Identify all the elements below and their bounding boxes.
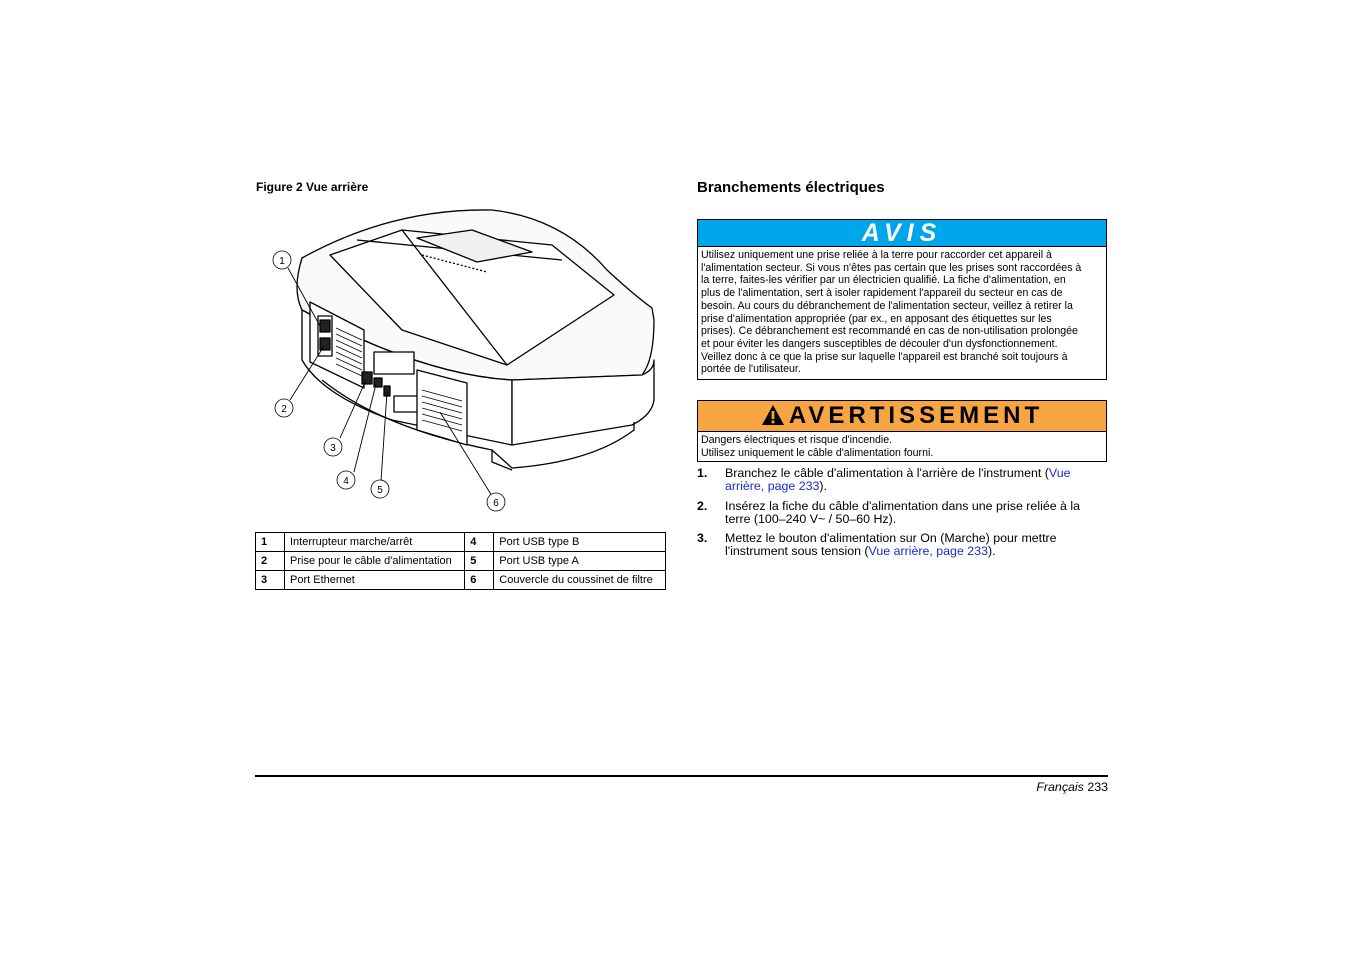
list-item [697, 500, 1107, 527]
section-title: Branchements électriques [697, 179, 885, 196]
procedure-steps [697, 467, 1107, 565]
warning-header-label: AVERTISSEMENT [788, 402, 1044, 429]
rear-view-illustration [262, 200, 662, 520]
legend-label: Port USB type B [494, 533, 666, 552]
step-text: Insérez la fiche du câble d'alimentation dans une prise reliée à la terre (100–240 V~ / 50–60 Hz). [725, 498, 1081, 526]
notice-line: portée de l'utilisateur. [701, 363, 801, 376]
callout-4 [337, 471, 355, 489]
page-number: 233 [1087, 780, 1108, 794]
warning-box [697, 400, 1107, 462]
list-item [697, 532, 1107, 559]
legend-label: Interrupteur marche/arrêt [285, 533, 465, 552]
cross-reference-link[interactable]: Vue arrière, page 233 [725, 466, 1071, 494]
ethernet-port [362, 372, 372, 384]
callout-6 [487, 493, 505, 511]
legend-number: 3 [256, 571, 285, 590]
svg-text:3: 3 [330, 443, 336, 454]
table-row [256, 552, 666, 571]
step-number: 2. [697, 498, 708, 513]
notice-header: AVIS [698, 220, 1106, 247]
figure-legend-table [255, 532, 666, 590]
notice-body [698, 247, 1106, 379]
footer-rule [255, 775, 1108, 777]
notice-box [697, 219, 1107, 380]
legend-number: 2 [256, 552, 285, 571]
svg-text:2: 2 [281, 404, 287, 415]
figure-title: Figure 2 Vue arrière [256, 180, 369, 194]
notice-line: plus de l'alimentation, sert à isoler rapidement l'appareil du secteur en cas de [701, 287, 1063, 300]
step-text: Branchez le câble d'alimentation à l'arrière de l'instrument ( [725, 466, 1049, 480]
warning-line: Dangers électriques et risque d'incendie. [701, 434, 893, 446]
cross-reference-link[interactable]: Vue arrière, page 233 [868, 544, 988, 559]
warning-triangle-icon [761, 404, 785, 426]
notice-line: la terre, faites-les vérifier par un électricien qualifié. La fiche d'alimentation, en [701, 274, 1066, 287]
step-text-end: ). [987, 544, 996, 559]
notice-line: et pour éviter les dangers susceptibles de découler d'un dysfonctionnement. [701, 337, 1058, 350]
svg-text:5: 5 [377, 485, 383, 496]
svg-text:4: 4 [343, 476, 349, 487]
callout-5 [371, 480, 389, 498]
step-number: 3. [697, 531, 708, 546]
warning-header [698, 401, 1106, 432]
notice-line: Utilisez uniquement une prise reliée à la terre pour raccorder cet appareil à [701, 249, 1052, 261]
notice-line: besoin. Au cours du débranchement de l'alimentation secteur, veillez à retirer la [701, 299, 1073, 312]
legend-number: 6 [465, 571, 494, 590]
legend-number: 4 [465, 533, 494, 552]
legend-number: 1 [256, 533, 285, 552]
legend-label: Port USB type A [494, 552, 666, 571]
notice-line: prises). Ce débranchement est recommandé en cas de non-utilisation prolongée [701, 325, 1078, 338]
callout-2 [275, 399, 293, 417]
callout-3 [324, 438, 342, 456]
svg-text:1: 1 [279, 256, 285, 267]
legend-label: Prise pour le câble d'alimentation [285, 552, 465, 571]
page-footer [950, 780, 1108, 794]
notice-line: prise d'alimentation appropriée (par ex., en apposant des étiquettes sur les [701, 312, 1052, 325]
legend-number: 5 [465, 552, 494, 571]
step-text: Mettez le bouton d'alimentation sur On (Marche) pour mettre l'instrument sous tension ( [725, 531, 1057, 559]
notice-line: l'alimentation secteur. Si vous n'êtes pas certain que les prises sont raccordées à [701, 261, 1082, 274]
table-row [256, 571, 666, 590]
svg-text:6: 6 [493, 498, 499, 509]
list-item [697, 467, 1107, 494]
step-number: 1. [697, 466, 708, 480]
warning-body [698, 432, 1106, 462]
step-text-end: ). [819, 479, 827, 494]
callout-1 [273, 251, 291, 269]
footer-language: Français [1036, 780, 1084, 794]
legend-label: Couvercle du coussinet de filtre [494, 571, 666, 590]
notice-line: Veillez donc à ce que la prise sur laquelle l'appareil est branché soit toujours à [701, 350, 1068, 363]
warning-line: Utilisez uniquement le câble d'alimentation fourni. [701, 446, 934, 459]
legend-label: Port Ethernet [285, 571, 465, 590]
table-row [256, 533, 666, 552]
